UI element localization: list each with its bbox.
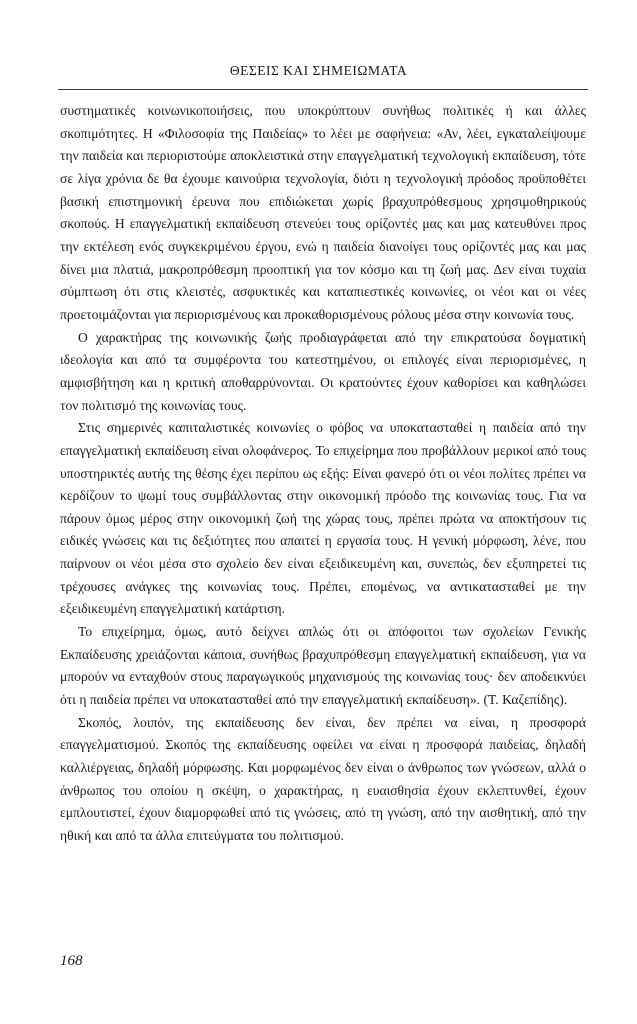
main-text: [60, 100, 586, 848]
paragraph-3: Στις σημερινές καπιταλιστικές κοινωνίες ο φόβος να υποκατασταθεί η παιδεία από την επαγγελματική εκπαίδευση είναι ολοφάνερος. Το επιχείρημα που προβάλλουν μερικοί από τους υποστηρικτές αυτής της θέσης έχει περίπου ως εξής: Είναι φανερό ότι οι νέοι πολίτες πρέπει να κερδίζουν το ψωμί τους συμβάλλοντας στην οικονομική πρόοδο της κοινωνίας τους. Για να πάρουν όμως μέρος στην οικονομική ζωή της χώρας τους, πρέπει πρώτα να αποκτήσουν τις ειδικές γνώσεις και τις δεξιότητες που απαιτεί η εργασία τους. Η γενική μόρφωση, λένε, που παίρνουν οι νέοι μέσα στο σχολείο δεν είναι εξειδικευμένη και, συνεπώς, δεν εξυπηρετεί τις τρέχουσες ανάγκες της κοινωνίας τους. Πρέπει, επομένως, να αντικατασταθεί με την εξειδικευμένη επαγγελματική κατάρτιση.: [60, 420, 586, 617]
header-rule: [58, 89, 588, 90]
paragraph-1: συστηματικές κοινωνικοποιήσεις, που υποκρύπτουν συνήθως πολιτικές ή και άλλες σκοπιμότητες. Η «Φιλοσοφία της Παιδείας» το λέει με σαφήνεια: «Αν, λέει, εγκαταλείψουμε την παιδεία και περιοριστούμε αποκλειστικά στην επαγγελματική τεχνολογική εκπαίδευση, τότε σε λίγα χρόνια δε θα έχουμε καινούρια τεχνολογία, διότι η τεχνολογική πρόοδος προϋποθέτει βασική επιστημονική έρευνα που επιδιώκεται χωρίς βραχυπρόθεσμους χρησιμοθηρικούς σκοπούς. Η επαγγελματική εκπαίδευση στενεύει τους ορίζοντές μας και μας κατευθύνει προς την εκτέλεση ενός συγκεκριμένου έργου, ενώ η παιδεία διανοίγει τους ορίζοντές μας και μας δίνει μια πλατιά, μακροπρόθεσμη προοπτική για τον κόσμο και τη ζωή μας. Δεν είναι τυχαία σύμπτωση ότι στις κλειστές, ασφυκτικές και καταπιεστικές κοινωνίες, οι νέοι και οι νέες προετοιμάζονται για περιορισμένους και προκαθορισμένους ρόλους μέσα στην κοινωνία τους.: [60, 103, 586, 322]
running-title: ΘΕΣΕΙΣ ΚΑΙ ΣΗΜΕΙΩΜΑΤΑ: [229, 63, 408, 78]
paragraph-2: Ο χαρακτήρας της κοινωνικής ζωής προδιαγράφεται από την επικρατούσα δογματική ιδεολογία και από τα συμφέροντα του κατεστημένου, οι επιλογές είναι περιορισμένες, η αμφισβήτηση και η κριτική αποθαρρύνονται. Οι κρατούντες έχουν καθορίσει και καθηλώσει τον πολιτισμό της κοινωνίας τους.: [60, 329, 586, 413]
page-number: 168: [60, 953, 83, 969]
paragraph-5: Σκοπός, λοιπόν, της εκπαίδευσης δεν είναι, δεν πρέπει να είναι, η προσφορά επαγγελματισμού. Σκοπός της εκπαίδευσης οφείλει να είναι η προσφορά παιδείας, δηλαδή καλλιέργειας, δηλαδή μόρφωσης. Και μορφωμένος δεν είναι ο άνθρωπος των γνώσεων, αλλά ο άνθρωπος του οποίου η σκέψη, ο χαρακτήρας, η ευαισθησία έχουν εκλεπτυνθεί, έχουν εμπλουτιστεί, έχουν διαμορφωθεί από τις γνώσεις, από τη γνώση, από την αισθητική, από την ηθική και από τα άλλα επιτεύγματα του πολιτισμού.: [60, 714, 586, 843]
paragraph-4: Το επιχείρημα, όμως, αυτό δείχνει απλώς ότι οι απόφοιτοι των σχολείων Γενικής Εκπαίδευσης χρειάζονται κάποια, συνήθως βραχυπρόθεσμη επαγγελματική εκπαίδευση, για να μπορούν να ενταχθούν στους παραγωγικούς μηχανισμούς της κοινωνίας τους· δεν αποδεικνύει ότι η παιδεία πρέπει να υποκατασταθεί από την επαγγελματική εκπαίδευση». (Τ. Καζεπίδης).: [60, 624, 586, 708]
